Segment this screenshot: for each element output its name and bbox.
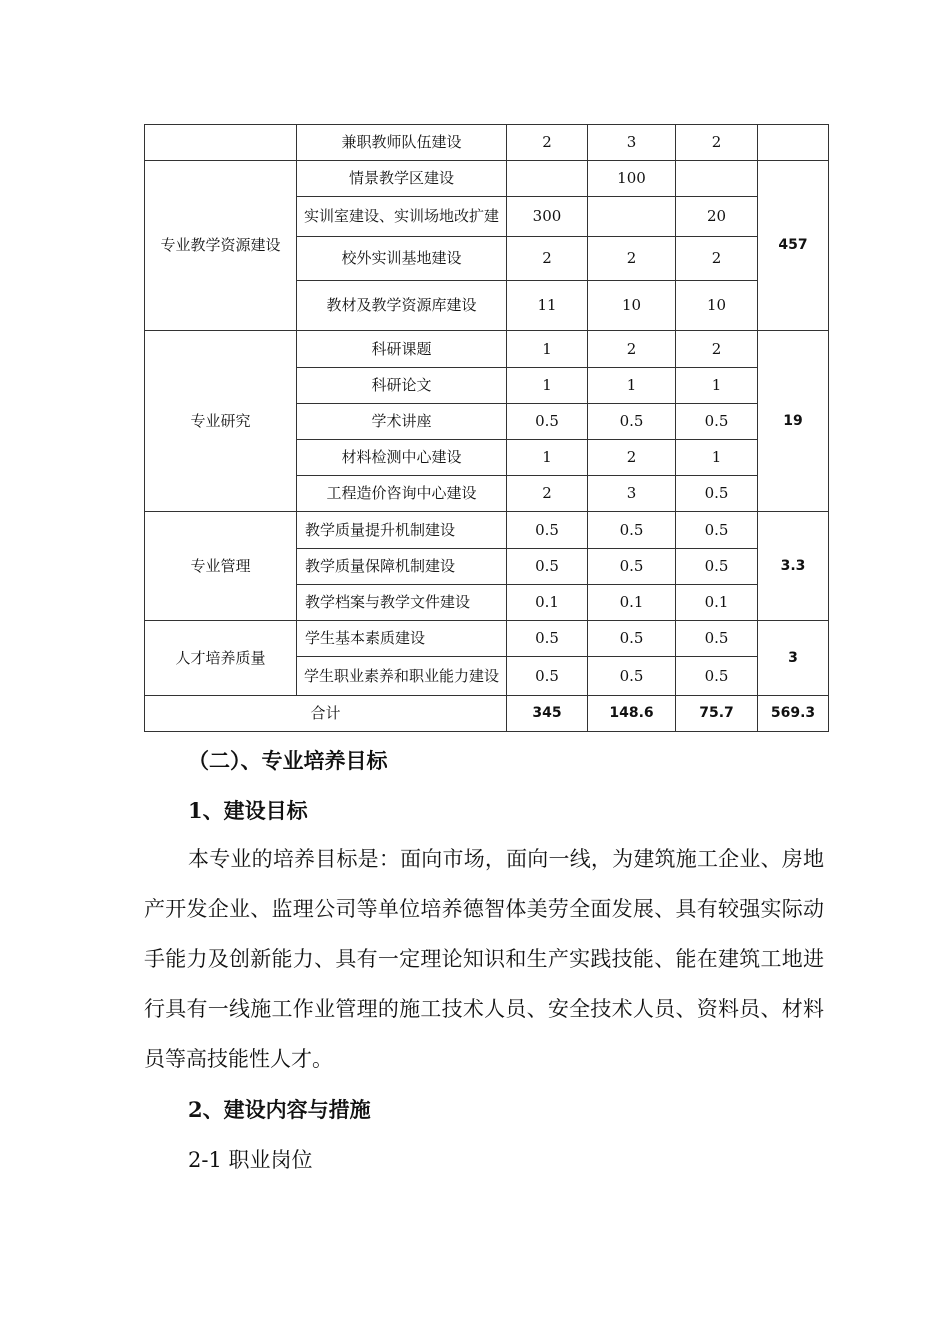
value-cell: 300: [507, 197, 588, 237]
item-cell: 学术讲座: [297, 404, 507, 440]
item-cell: 材料检测中心建设: [297, 440, 507, 476]
sum-label: 合计: [145, 696, 507, 732]
category-cell: [145, 125, 297, 161]
item-cell: 工程造价咨询中心建设: [297, 476, 507, 512]
value-cell: [588, 197, 676, 237]
value-cell: 2: [676, 331, 758, 368]
item-cell: 教学质量提升机制建设: [297, 512, 507, 549]
sum-value: 148.6: [588, 696, 676, 732]
section-heading: （二）、专业培养目标: [188, 748, 388, 773]
value-cell: 0.5: [507, 549, 588, 585]
value-cell: 20: [676, 197, 758, 237]
value-cell: 1: [507, 331, 588, 368]
value-cell: 1: [676, 440, 758, 476]
item-cell: 兼职教师队伍建设: [297, 125, 507, 161]
value-cell: 1: [676, 368, 758, 404]
table-row: [145, 125, 829, 161]
budget-table: [144, 124, 829, 732]
value-cell: 2: [588, 440, 676, 476]
sum-total: 569.3: [758, 696, 829, 732]
value-cell: 0.5: [507, 621, 588, 657]
value-cell: 10: [588, 281, 676, 331]
item-cell: 校外实训基地建设: [297, 237, 507, 281]
item-cell: 情景教学区建设: [297, 161, 507, 197]
value-cell: 0.5: [588, 512, 676, 549]
total-cell: 19: [758, 331, 829, 512]
category-cell: 专业教学资源建设: [145, 161, 297, 331]
category-cell: 专业研究: [145, 331, 297, 512]
table-row: [145, 512, 829, 549]
item-cell: 教学质量保障机制建设: [297, 549, 507, 585]
value-cell: 2: [588, 331, 676, 368]
sum-value: 75.7: [676, 696, 758, 732]
item-cell: 学生基本素质建设: [297, 621, 507, 657]
subheading-positions: 2-1 职业岗位: [188, 1148, 313, 1172]
value-cell: [676, 161, 758, 197]
table-row: [145, 161, 829, 197]
item-cell: 科研论文: [297, 368, 507, 404]
item-cell: 教学档案与教学文件建设: [297, 585, 507, 621]
value-cell: 1: [507, 368, 588, 404]
value-cell: 0.5: [676, 621, 758, 657]
value-cell: 2: [588, 237, 676, 281]
value-cell: 0.5: [588, 621, 676, 657]
subheading-goal: 1、建设目标: [188, 798, 308, 823]
value-cell: 0.1: [507, 585, 588, 621]
total-cell: [758, 125, 829, 161]
value-cell: 10: [676, 281, 758, 331]
goal-paragraph: 本专业的培养目标是：面向市场，面向一线，为建筑施工企业、房地产开发企业、监理公司等单位培养德智体美劳全面发展、具有较强实际动手能力及创新能力、具有一定理论知识和生产实践技能、能在建筑工地进行具有一线施工作业管理的施工技术人员、安全技术人员、资料员、材料员等高技能性人才。: [144, 847, 824, 1071]
value-cell: 0.5: [507, 512, 588, 549]
category-cell: 人才培养质量: [145, 621, 297, 696]
value-cell: 0.5: [676, 512, 758, 549]
value-cell: 2: [507, 476, 588, 512]
value-cell: 3: [588, 125, 676, 161]
value-cell: 0.1: [588, 585, 676, 621]
value-cell: 0.5: [676, 404, 758, 440]
value-cell: 0.5: [676, 657, 758, 696]
table-row: [145, 621, 829, 657]
value-cell: 1: [588, 368, 676, 404]
total-cell: 457: [758, 161, 829, 331]
value-cell: 0.5: [588, 549, 676, 585]
sum-row: [145, 696, 829, 732]
total-cell: 3.3: [758, 512, 829, 621]
value-cell: 11: [507, 281, 588, 331]
item-cell: 实训室建设、实训场地改扩建: [297, 197, 507, 237]
value-cell: 0.5: [588, 657, 676, 696]
value-cell: 0.5: [588, 404, 676, 440]
sum-value: 345: [507, 696, 588, 732]
table-row: [145, 331, 829, 368]
value-cell: 2: [676, 125, 758, 161]
value-cell: [507, 161, 588, 197]
total-cell: 3: [758, 621, 829, 696]
subheading-content: 2、建设内容与措施: [188, 1097, 371, 1122]
value-cell: 2: [507, 237, 588, 281]
item-cell: 学生职业素养和职业能力建设: [297, 657, 507, 696]
value-cell: 0.5: [676, 549, 758, 585]
item-cell: 教材及教学资源库建设: [297, 281, 507, 331]
value-cell: 3: [588, 476, 676, 512]
value-cell: 0.5: [676, 476, 758, 512]
value-cell: 0.5: [507, 404, 588, 440]
item-cell: 科研课题: [297, 331, 507, 368]
value-cell: 100: [588, 161, 676, 197]
value-cell: 0.1: [676, 585, 758, 621]
category-cell: 专业管理: [145, 512, 297, 621]
value-cell: 2: [507, 125, 588, 161]
value-cell: 2: [676, 237, 758, 281]
value-cell: 1: [507, 440, 588, 476]
value-cell: 0.5: [507, 657, 588, 696]
